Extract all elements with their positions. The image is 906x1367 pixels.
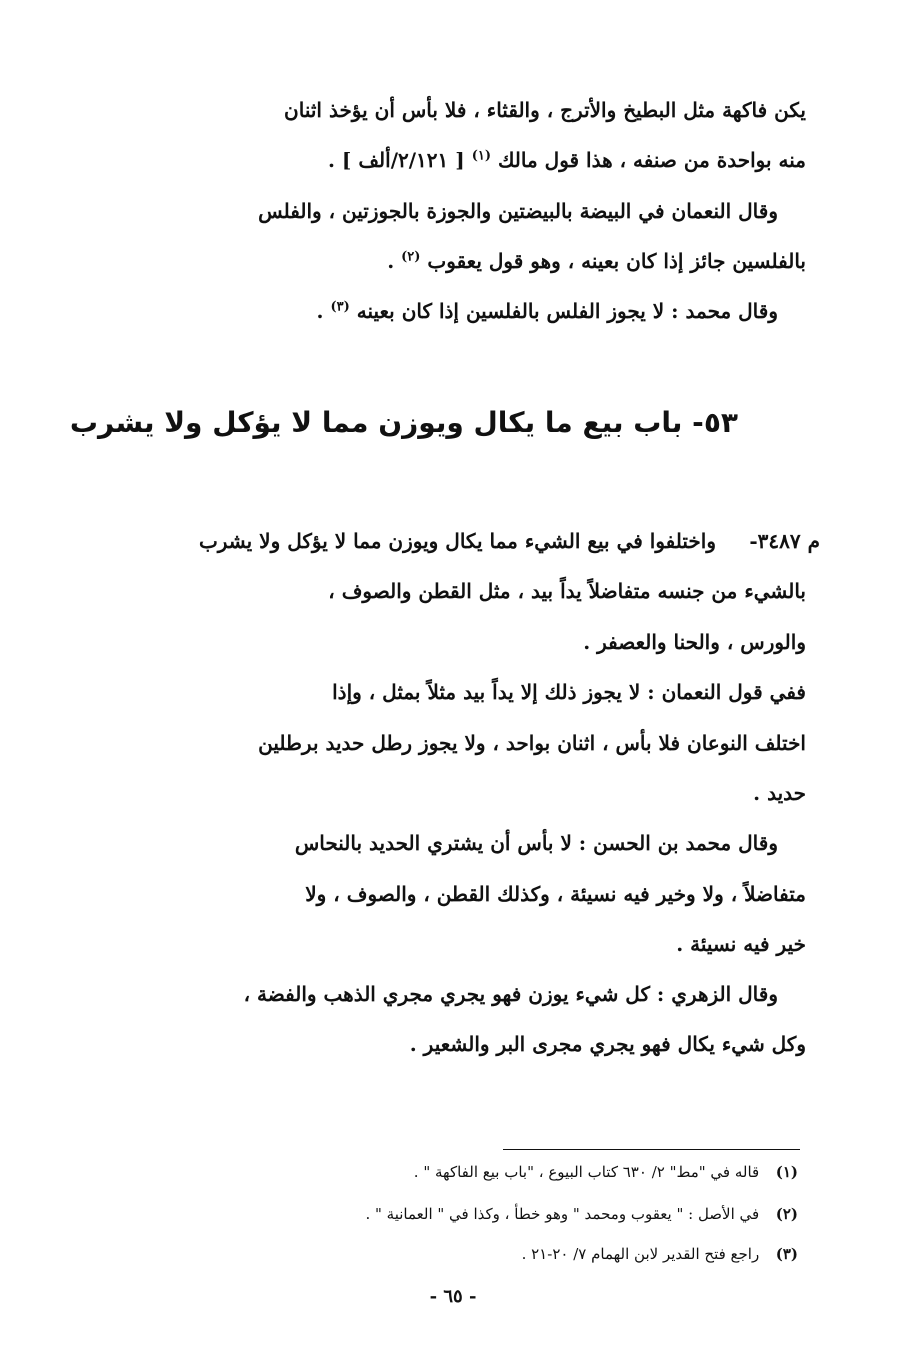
footnote-ref-1: (١) bbox=[471, 148, 491, 164]
muhammad-paragraph-line-1 bbox=[317, 296, 778, 326]
numan-opinion-line-3: حديد . bbox=[753, 781, 806, 805]
numan-opinion-line-2: اختلف النوعان فلا بأس ، اثنان بواحد ، ولا يجوز رطل حديد برطلين bbox=[258, 731, 806, 755]
footnote-3 bbox=[522, 1243, 798, 1265]
chapter-heading: ٥٣- باب بيع ما يكال ويوزن مما لا يؤكل ولا يشرب bbox=[69, 406, 738, 439]
zuhri-opinion-line-1: وقال الزهري : كل شيء يوزن فهو يجري مجري الذهب والفضة ، bbox=[243, 982, 778, 1006]
footnote-ref-2: (٢) bbox=[401, 249, 421, 265]
footnote-1-text: قاله في "مط" ٢/ ٦٣٠ كتاب البيوع ، "باب بيع الفاكهة " . bbox=[413, 1163, 760, 1181]
footnote-ref-3: (٣) bbox=[330, 299, 350, 315]
numan-paragraph-line-1: وقال النعمان في البيضة بالبيضتين والجوزة بالجوزتين ، والفلس bbox=[258, 199, 778, 223]
entry-number: م ٣٤٨٧- bbox=[749, 529, 820, 553]
muhammad-paragraph-line-1-tail: . bbox=[316, 299, 324, 323]
footnote-1 bbox=[414, 1161, 798, 1183]
ibn-hasan-opinion-line-3: خير فيه نسيئة . bbox=[676, 932, 806, 956]
ibn-hasan-opinion-line-1: وقال محمد بن الحسن : لا بأس أن يشتري الحديد بالنحاس bbox=[294, 831, 778, 855]
folio-reference: [ ٢/١٢١/ألف ] . bbox=[327, 148, 465, 172]
top-paragraph-line-1: يكن فاكهة مثل البطيخ والأترج ، والقثاء ، فلا بأس أن يؤخذ اثنان bbox=[284, 98, 806, 122]
footnote-3-text: راجع فتح القدير لابن الهمام ٧/ ٢٠-٢١ . bbox=[521, 1245, 760, 1263]
numan-paragraph-line-2-tail: . bbox=[387, 249, 395, 273]
footnote-2 bbox=[365, 1203, 798, 1225]
top-paragraph-line-2-text: منه بواحدة من صنفه ، هذا قول مالك bbox=[497, 148, 806, 172]
footnote-2-number: (٢) bbox=[775, 1205, 798, 1223]
footnote-1-number: (١) bbox=[775, 1163, 798, 1181]
entry-line-3: والورس ، والحنا والعصفر . bbox=[583, 630, 806, 654]
footnote-separator bbox=[503, 1149, 800, 1150]
top-paragraph-line-2 bbox=[328, 145, 806, 175]
footnote-3-number: (٣) bbox=[775, 1245, 798, 1263]
entry-line-2: بالشيء من جنسه متفاضلاً يداً بيد ، مثل القطن والصوف ، bbox=[328, 579, 806, 603]
numan-opinion-line-1: ففي قول النعمان : لا يجوز ذلك إلا يداً بيد مثلاً بمثل ، وإذا bbox=[332, 680, 806, 704]
page-number: - ٦٥ - bbox=[429, 1286, 477, 1307]
entry-line-1: واختلفوا في بيع الشيء مما يكال ويوزن مما لا يؤكل ولا يشرب bbox=[198, 529, 716, 553]
numan-paragraph-line-2 bbox=[387, 246, 806, 276]
numan-paragraph-line-2-text: بالفلسين جائز إذا كان بعينه ، وهو قول يعقوب bbox=[427, 249, 806, 273]
zuhri-opinion-line-2: وكل شيء يكال فهو يجري مجرى البر والشعير . bbox=[409, 1032, 806, 1056]
muhammad-paragraph-line-1-text: وقال محمد : لا يجوز الفلس بالفلسين إذا كان بعينه bbox=[356, 299, 778, 323]
ibn-hasan-opinion-line-2: متفاضلاً ، ولا وخير فيه نسيئة ، وكذلك القطن ، والصوف ، ولا bbox=[305, 882, 806, 906]
footnote-2-text: في الأصل : " يعقوب ومحمد " وهو خطأ ، وكذا في " العمانية " . bbox=[365, 1205, 760, 1223]
